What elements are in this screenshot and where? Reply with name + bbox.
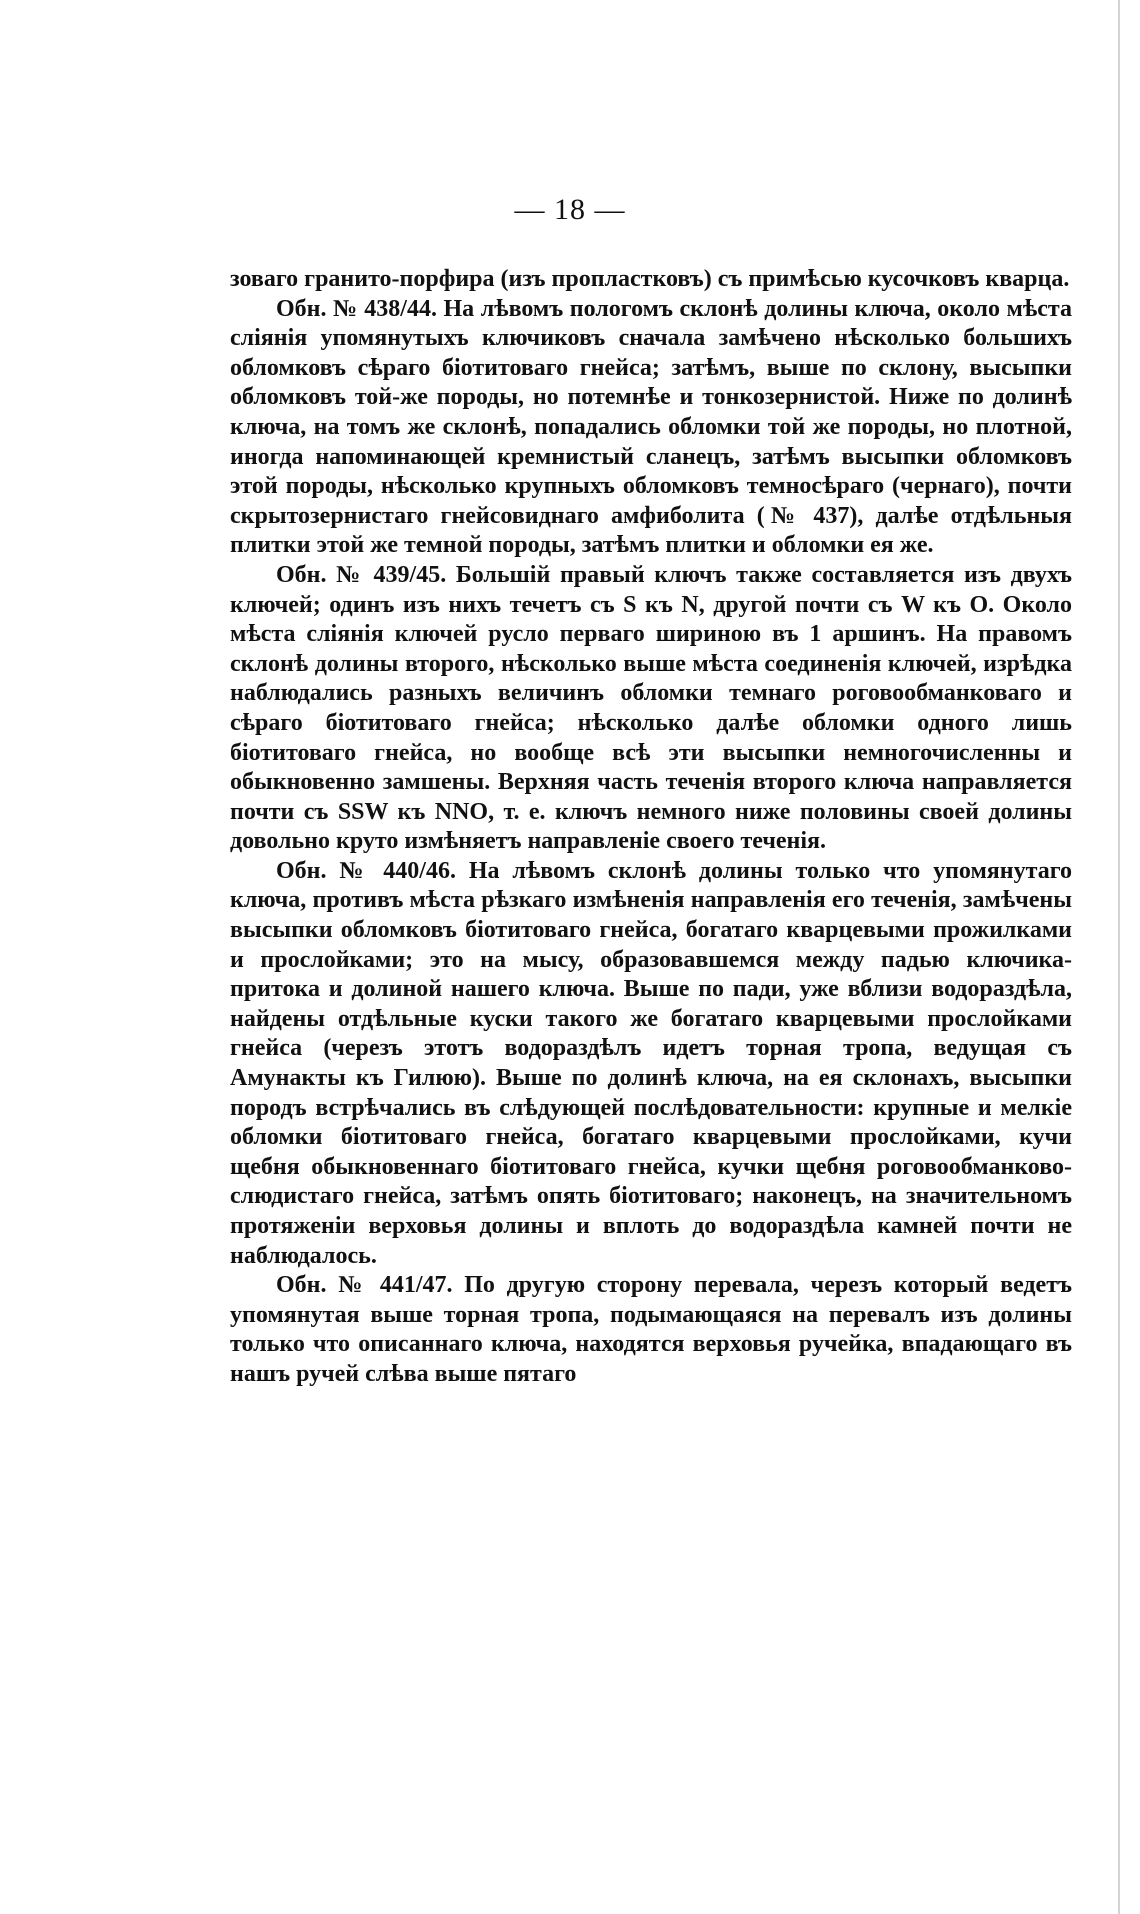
body-text [230, 265, 1072, 1390]
paragraph-obn-439: Обн. № 439/45. Большій правый ключъ также составляется изъ двухъ ключей; одинъ изъ нихъ течетъ съ S къ N, другой почти съ W къ O. Около мѣста сліянія ключей русло перваго шириною въ 1 аршинъ. На правомъ склонѣ долины второго, нѣсколько выше мѣста соединенія ключей, изрѣдка наблюдались разныхъ величинъ обломки темнаго роговообманковаго и сѣраго біотитоваго гнейса; нѣсколько далѣе обломки одного лишь біотитоваго гнейса, но вообще всѣ эти высыпки немногочисленны и обыкновенно замшены. Верхняя часть теченія второго ключа направляется почти съ SSW къ NNO, т. е. ключъ немного ниже половины своей долины довольно круто измѣняетъ направленіе своего теченія. [230, 561, 1072, 855]
paragraph-obn-441: Обн. № 441/47. По другую сторону перевала, черезъ который ведетъ упомянутая выше торная тропа, подымающаяся на перевалъ изъ долины только что описаннаго ключа, находятся верховья ручейка, впадающаго въ нашъ ручей слѣва выше пятаго [230, 1272, 1072, 1387]
paragraph-obn-438: Обн. № 438/44. На лѣвомъ пологомъ склонѣ долины ключа, около мѣста сліянія упомянутыхъ ключиковъ сначала замѣчено нѣсколько большихъ обломковъ сѣраго біотитоваго гнейса; затѣмъ, выше по склону, высыпки обломковъ той-же породы, но потемнѣе и тонкозернистой. Ниже по долинѣ ключа, на томъ же склонѣ, попадались обломки той же породы, но плотной, иногда напоминающей кремнистый сланецъ, затѣмъ высыпки обломковъ этой породы, нѣсколько крупныхъ обломковъ темносѣраго (чернаго), почти скрытозернистаго гнейсовиднаго амфиболита (№ 437), далѣе отдѣльныя плитки этой же темной породы, затѣмъ плитки и обломки ея же. [230, 295, 1072, 559]
paragraph-obn-440: Обн. № 440/46. На лѣвомъ склонѣ долины только что упомянутаго ключа, противъ мѣста рѣзкаго измѣненія направленія его теченія, замѣчены высыпки обломковъ біотитоваго гнейса, богатаго кварцевыми прожилками и прослойками; это на мысу, образовавшемся между падью ключика-притока и долиной нашего ключа. Выше по пади, уже вблизи водораздѣла, найдены отдѣльные куски такого же богатаго кварцевыми прослойками гнейса (черезъ этотъ водораздѣлъ идетъ торная тропа, ведущая съ Амунакты къ Гилюю). Выше по долинѣ ключа, на ея склонахъ, высыпки породъ встрѣчались въ слѣдующей послѣдовательности: крупные и мелкіе обломки біотитоваго гнейса, богатаго кварцевыми прослойками, кучи щебня обыкновеннаго біотитоваго гнейса, кучки щебня роговообманково-слюдистаго гнейса, затѣмъ опять біотитоваго; наконецъ, на значительномъ протяженіи верховья долины и вплоть до водораздѣла камней почти не наблюдалось. [230, 857, 1072, 1269]
paragraph-continuation: зоваго гранито-порфира (изъ пропластковъ) съ примѣсью кусочковъ кварца. [230, 266, 1070, 292]
page-edge [1118, 0, 1120, 1914]
page-number: — 18 — [514, 193, 626, 226]
